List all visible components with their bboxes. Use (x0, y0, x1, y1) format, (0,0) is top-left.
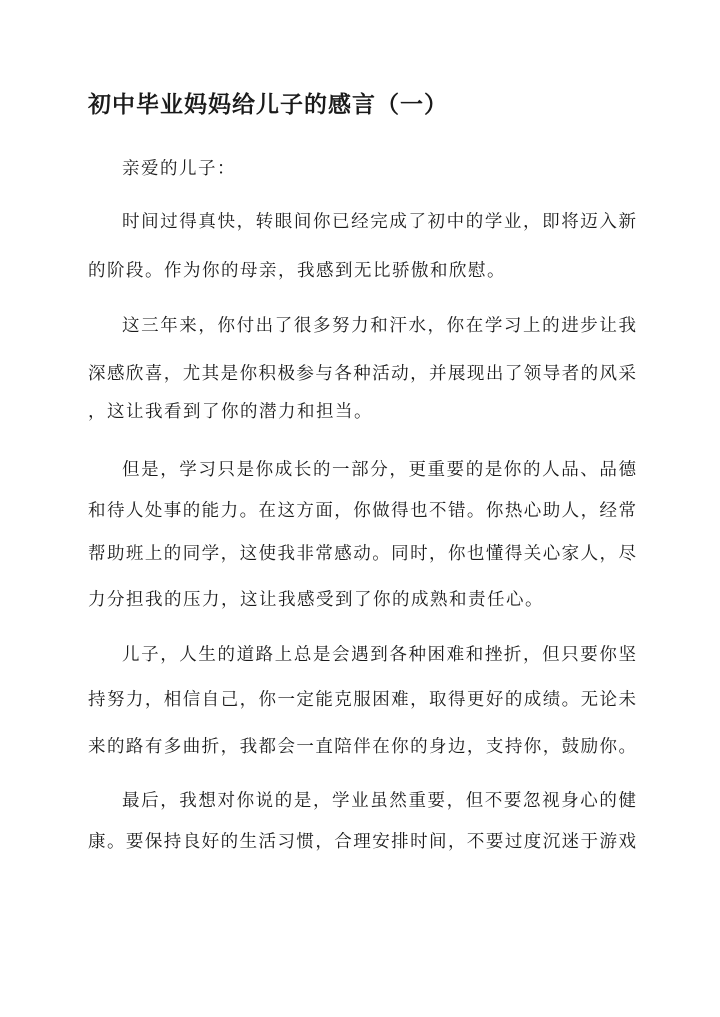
paragraph-line: 帮助班上的同学，这使我非常感动。同时，你也懂得关心家人，尽 (88, 544, 636, 564)
paragraph-line: 来的路有多曲折，我都会一直陪伴在你的身边，支持你，鼓励你。 (88, 737, 636, 757)
paragraph-line: 的阶段。作为你的母亲，我感到无比骄傲和欣慰。 (88, 261, 506, 281)
document-title: 初中毕业妈妈给儿子的感言（一） (88, 91, 448, 118)
paragraph-line: ，这让我看到了你的潜力和担当。 (88, 402, 373, 422)
paragraph-line: 但是，学习只是你成长的一部分，更重要的是你的人品、品德 (122, 460, 636, 480)
paragraph-line: 力分担我的压力，这让我感受到了你的成熟和责任心。 (88, 590, 544, 610)
paragraph-line: 康。要保持良好的生活习惯，合理安排时间，不要过度沉迷于游戏 (88, 832, 636, 852)
salutation-line: 亲爱的儿子： (122, 159, 236, 179)
paragraph-line: 深感欣喜，尤其是你积极参与各种活动，并展现出了领导者的风采 (88, 364, 636, 384)
paragraph-line: 和待人处事的能力。在这方面，你做得也不错。你热心助人，经常 (88, 501, 636, 521)
paragraph-line: 最后，我想对你说的是，学业虽然重要，但不要忽视身心的健 (122, 791, 636, 811)
paragraph-line: 这三年来，你付出了很多努力和汗水，你在学习上的进步让我 (122, 316, 636, 336)
paragraph-line: 持努力，相信自己，你一定能克服困难，取得更好的成绩。无论未 (88, 690, 636, 710)
paragraph-line: 时间过得真快，转眼间你已经完成了初中的学业，即将迈入新 (122, 212, 636, 232)
paragraph-line: 儿子，人生的道路上总是会遇到各种困难和挫折，但只要你坚 (122, 645, 636, 665)
